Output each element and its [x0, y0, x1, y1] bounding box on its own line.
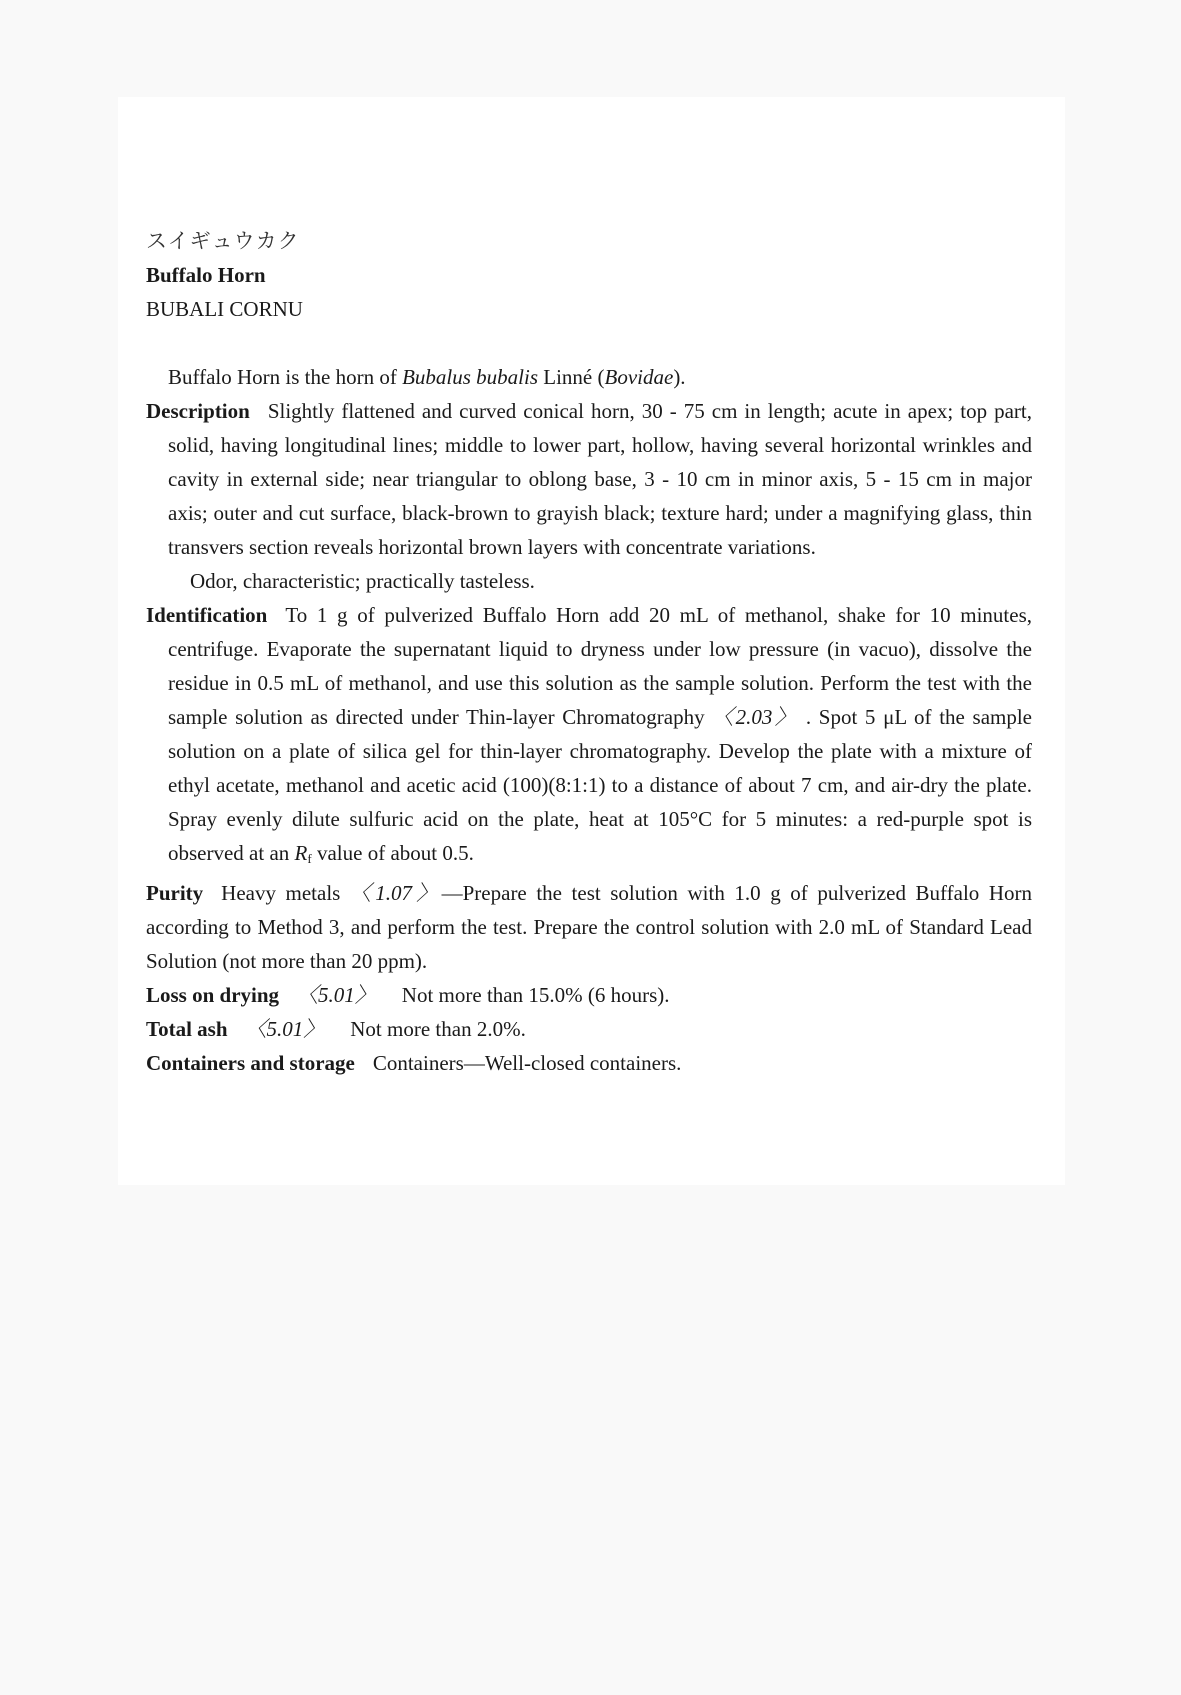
intro-text: Linné ( [538, 365, 605, 389]
english-title: Buffalo Horn [146, 263, 266, 287]
identification-text: To 1 g of pulverized Buffalo Horn add 20 mL of methanol, shake for 10 minutes, centrifuge. Evaporate the supernatant liquid to dryness under low pressure (in vacuo), dissolve the residue in 0.5 mL of methanol, and use this solution as the sample solution. Perform the test with the sample solution as directed under Thin-layer Chromatography [168, 603, 1032, 729]
total-ash-text: Not more than 2.0%. [350, 1017, 526, 1041]
identification-heading: Identification [146, 603, 268, 627]
purity-heading: Purity [146, 881, 204, 905]
loss-on-drying-heading: Loss on drying [146, 983, 280, 1007]
purity-section [146, 876, 1032, 978]
odor-paragraph: Odor, characteristic; practically tasteless. [190, 569, 535, 593]
identification-section [146, 598, 1032, 876]
document-page [118, 97, 1065, 1185]
description-section [146, 394, 1032, 564]
method-reference: 〈5.01〉 [297, 983, 376, 1007]
loss-on-drying-section [146, 978, 1032, 1012]
containers-heading: Containers and storage [146, 1051, 355, 1075]
intro-paragraph [146, 360, 1032, 394]
purity-text: —Prepare the test solution with 1.0 g of pulverized Buffalo Horn according to Method 3, and perform the test. Prepare the control solution with 2.0 mL of Standard Lead Solution (not more than 20 ppm). [146, 881, 1033, 973]
containers-text: Containers—Well-closed containers. [372, 1051, 682, 1075]
containers-section [146, 1046, 1032, 1080]
method-reference: 〈2.03〉 [712, 705, 799, 729]
loss-on-drying-text: Not more than 15.0% (6 hours). [401, 983, 670, 1007]
description-text: Slightly flattened and curved conical horn, 30 - 75 cm in length; acute in apex; top part, solid, having longitudinal lines; middle to lower part, hollow, having several horizontal wrinkles and cavity in external side; near triangular to oblong base, 3 - 10 cm in minor axis, 5 - 15 cm in major axis; outer and cut surface, black-brown to grayish black; texture hard; under a magnifying glass, thin transvers section reveals horizontal brown layers with concentrate variations. [168, 399, 1032, 559]
method-reference: 〈5.01〉 [245, 1017, 325, 1041]
family-name: Bovidae [604, 365, 674, 389]
title-block [146, 224, 1032, 326]
rf-subscript: f [307, 851, 312, 866]
japanese-title: スイギュウカク [146, 229, 300, 253]
identification-text: value of about 0.5. [311, 841, 474, 865]
latin-title: BUBALI CORNU [146, 297, 303, 321]
species-name: Bubalus bubalis [402, 365, 539, 389]
purity-label: Heavy metals [221, 881, 350, 905]
spacer [146, 326, 1032, 360]
intro-text: ). [673, 365, 686, 389]
identification-text: . Spot 5 μL of the sample solution on a plate of silica gel for thin-layer chromatography. Develop the plate with a mixture of ethyl acetate, methanol and acetic acid (100)(8:1:1) to a distance of about 7 cm, and air-dry the plate. Spray evenly dilute sulfuric acid on the plate, heat at 105°C for 5 minutes: a red-purple spot is observed at an [168, 705, 1032, 865]
total-ash-section [146, 1012, 1032, 1046]
total-ash-heading: Total ash [146, 1017, 228, 1041]
monograph-content [146, 224, 1032, 1080]
description-heading: Description [146, 399, 250, 423]
method-reference: 〈1.07〉 [349, 881, 442, 905]
rf-symbol: R [294, 841, 308, 865]
intro-text: Buffalo Horn is the horn of [168, 365, 403, 389]
